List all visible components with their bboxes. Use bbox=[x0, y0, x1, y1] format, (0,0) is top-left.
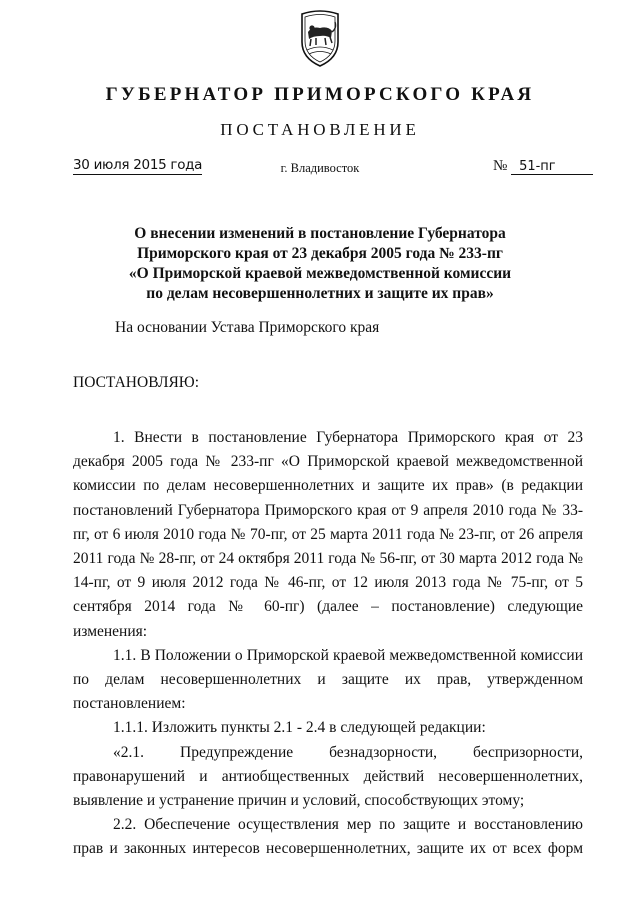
document-number bbox=[493, 158, 593, 175]
paragraph: 1.1. В Положении о Приморской краевой межведомственной комиссии по делам несовершеннолетних и защите их прав, утвержденном постановлением: bbox=[73, 646, 583, 713]
document-body bbox=[73, 426, 583, 862]
decree-word: ПОСТАНОВЛЯЮ: bbox=[73, 374, 200, 391]
document-city: г. Владивосток bbox=[280, 161, 360, 175]
number-label: № bbox=[493, 158, 508, 174]
paragraph: 1.1.1. Изложить пункты 2.1 - 2.4 в следующей редакции: bbox=[113, 719, 486, 737]
org-title: ГУБЕРНАТОР ПРИМОРСКОГО КРАЯ bbox=[105, 84, 535, 105]
document-date: 30 июля 2015 года bbox=[73, 157, 203, 173]
paragraph: 1. Внести в постановление Губернатора Приморского края от 23 декабря 2005 года № 233-пг «О Приморской краевой межведомственной комиссии по делам несовершеннолетних и защите их прав» (в редакции постановлений Губернатора Приморского края от 9 апреля 2010 года № 33-пг, от 6 июля 2010 года № 70-пг, от 25 марта 2011 года № 23-пг, от 26 апреля 2011 года № 28-пг, от 24 октября 2011 года № 56-пг, от 30 марта 2012 года № 14-пг, от 9 июля 2012 года № 46-пг, от 12 июля 2013 года № 75-пг, от 5 сентября 2014 года № 60-пг) (далее – постановление) следующие изменения: bbox=[73, 429, 583, 640]
document-type: ПОСТАНОВЛЕНИЕ bbox=[220, 120, 420, 139]
document-subject bbox=[90, 224, 550, 304]
primorsky-krai-coat-of-arms-icon bbox=[298, 8, 342, 68]
paragraph: «2.1. Предупреждение безнадзорности, беспризорности, правонарушений и антиобщественных действий несовершеннолетних, выявление и устранение причин и условий, способствующих этому; bbox=[73, 743, 583, 810]
subject-line: «О Приморской краевой межведомственной комиссии bbox=[128, 265, 512, 282]
paragraph: 2.2. Обеспечение осуществления мер по защите и восстановлению прав и законных интересов несовершеннолетних, защите их от всех форм bbox=[73, 816, 583, 858]
number-value: 51-пг bbox=[511, 159, 593, 175]
subject-line: по делам несовершеннолетних и защите их прав» bbox=[146, 285, 494, 302]
legal-basis: На основании Устава Приморского края bbox=[115, 319, 380, 336]
subject-line: Приморского края от 23 декабря 2005 года № 233-пг bbox=[137, 245, 503, 262]
subject-line: О внесении изменений в постановление Губернатора bbox=[134, 225, 506, 242]
